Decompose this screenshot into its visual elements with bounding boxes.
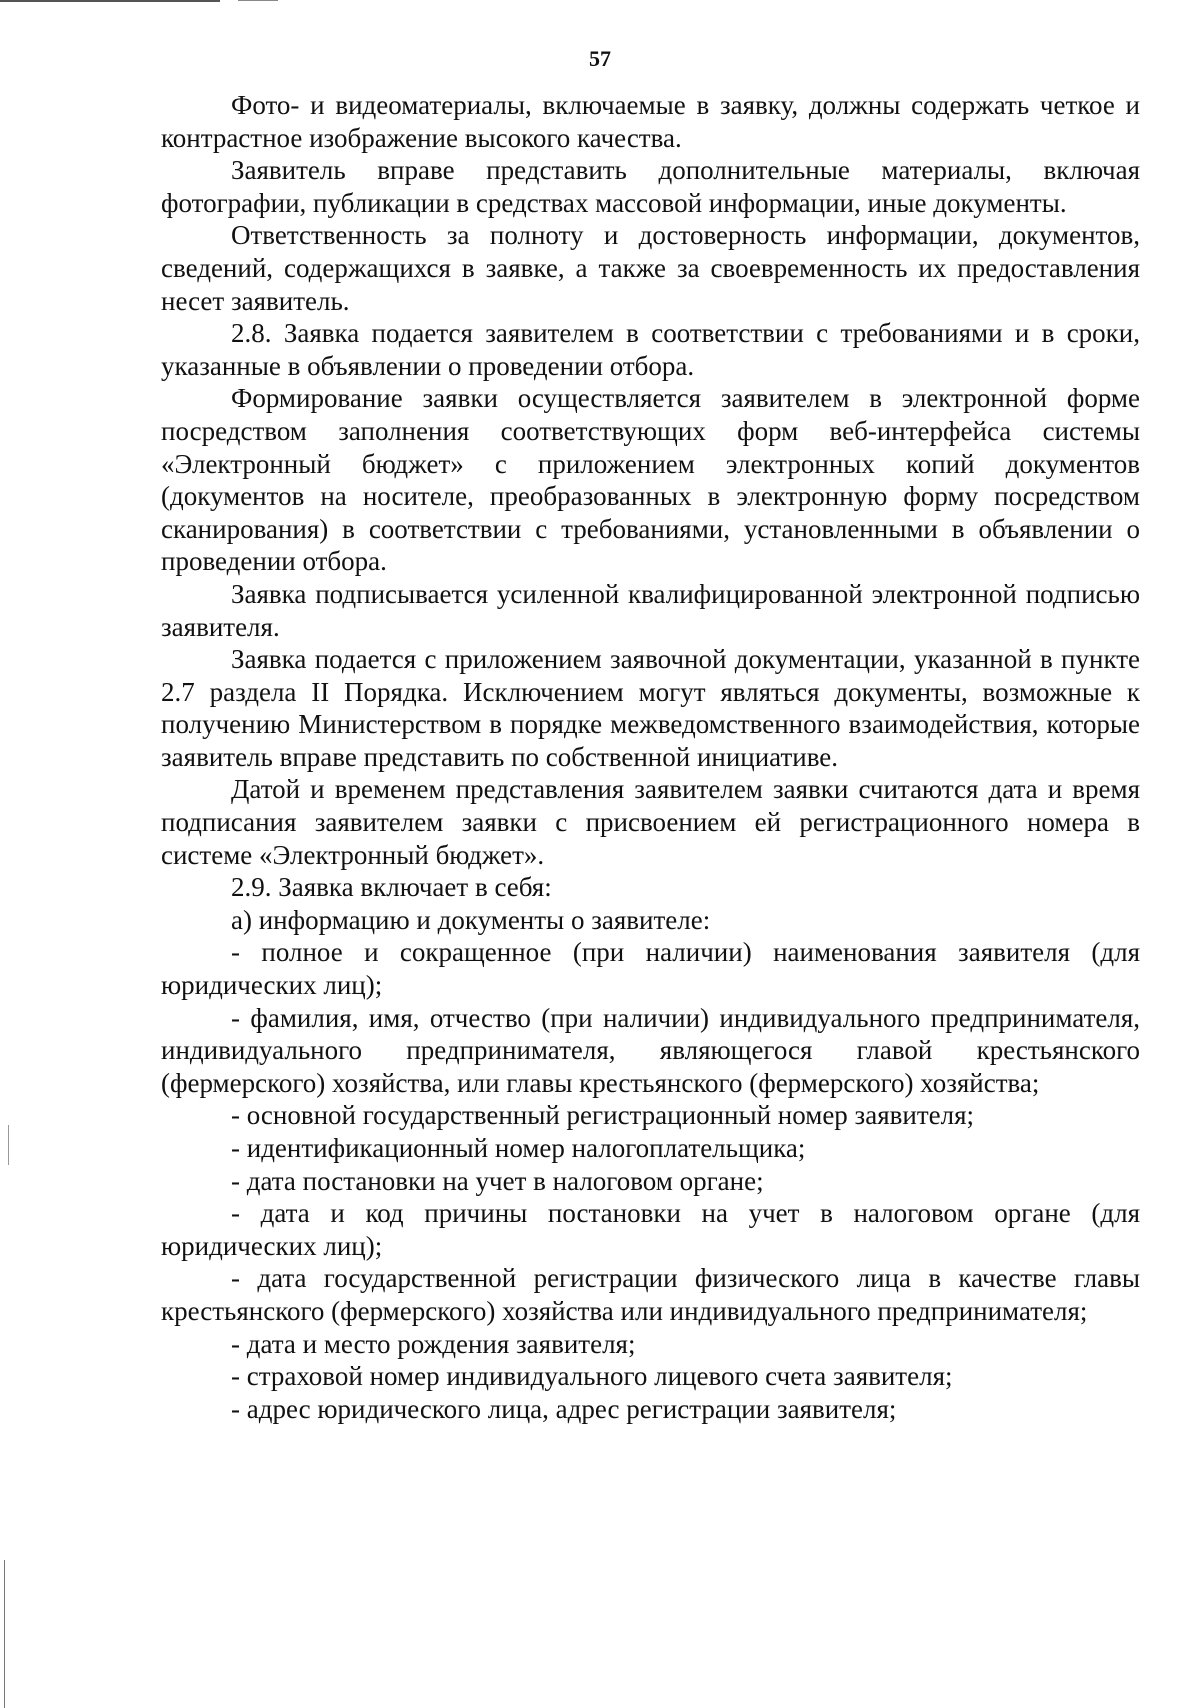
list-item: - дата государственной регистрации физического лица в качестве главы крестьянского (фермерского) хозяйства или индивидуального предпринимателя; bbox=[161, 1263, 1140, 1326]
list-item: - дата постановки на учет в налоговом органе; bbox=[231, 1165, 764, 1196]
list-item: - идентификационный номер налогоплательщика; bbox=[231, 1133, 806, 1163]
list-item: - фамилия, имя, отчество (при наличии) индивидуального предпринимателя, индивидуального предпринимателя, являющегося главой крестьянского (фермерского) хозяйства, или главы крестьянского (фермерского) хозяйства; bbox=[161, 1002, 1140, 1098]
paragraph: Заявитель вправе представить дополнительные материалы, включая фотографии, публикации в средствах массовой информации, иные документы. bbox=[161, 155, 1140, 218]
list-item: - адрес юридического лица, адрес регистрации заявителя; bbox=[231, 1393, 897, 1424]
paragraph: Заявка подается с приложением заявочной документации, указанной в пункте 2.7 раздела II Порядка. Исключением могут являться документы, возможные к получению Министерством в порядке межведомственного взаимодействия, которые заявитель вправе представить по собственной инициативе. bbox=[161, 644, 1140, 772]
paragraph: Фото- и видеоматериалы, включаемые в заявку, должны содержать четкое и контрастное изображение высокого качества. bbox=[161, 90, 1140, 153]
list-item: - дата и место рождения заявителя; bbox=[231, 1328, 636, 1359]
list-item: - полное и сокращенное (при наличии) наименования заявителя (для юридических лиц); bbox=[161, 937, 1140, 1001]
list-item: - дата и код причины постановки на учет в налоговом органе (для юридических лиц); bbox=[161, 1198, 1140, 1261]
scan-artifact-mark bbox=[8, 1125, 9, 1165]
paragraph: Ответственность за полноту и достоверность информации, документов, сведений, содержащихся в заявке, а также за своевременность их предоставления несет заявитель. bbox=[161, 220, 1140, 316]
scan-artifact-line bbox=[0, 0, 220, 2]
scan-artifact-edge bbox=[4, 1560, 5, 1708]
paragraph: Заявка подписывается усиленной квалифицированной электронной подписью заявителя. bbox=[161, 578, 1140, 642]
paragraph: Датой и временем представления заявителем заявки считаются дата и время подписания заявителем заявки с присвоением ей регистрационного номера в системе «Электронный бюджет». bbox=[161, 774, 1140, 870]
paragraph: а) информацию и документы о заявителе: bbox=[231, 904, 711, 935]
paragraph: 2.8. Заявка подается заявителем в соответствии с требованиями и в сроки, указанные в объявлении о проведении отбора. bbox=[161, 318, 1140, 381]
paragraph: 2.9. Заявка включает в себя: bbox=[231, 872, 552, 903]
list-item: - страховой номер индивидуального лицевого счета заявителя; bbox=[231, 1361, 953, 1392]
list-item: - основной государственный регистрационный номер заявителя; bbox=[231, 1100, 975, 1131]
page-number: 57 bbox=[589, 46, 611, 71]
scan-artifact-line bbox=[238, 0, 278, 1]
document-body bbox=[161, 89, 1140, 1425]
paragraph: Формирование заявки осуществляется заявителем в электронной форме посредством заполнения соответствующих форм веб-интерфейса системы «Электронный бюджет» с приложением электронных копий документов (документов на носителе, преобразованных в электронную форму посредством сканирования) в соответствии с требованиями, установленными в объявлении о проведении отбора. bbox=[161, 383, 1140, 577]
